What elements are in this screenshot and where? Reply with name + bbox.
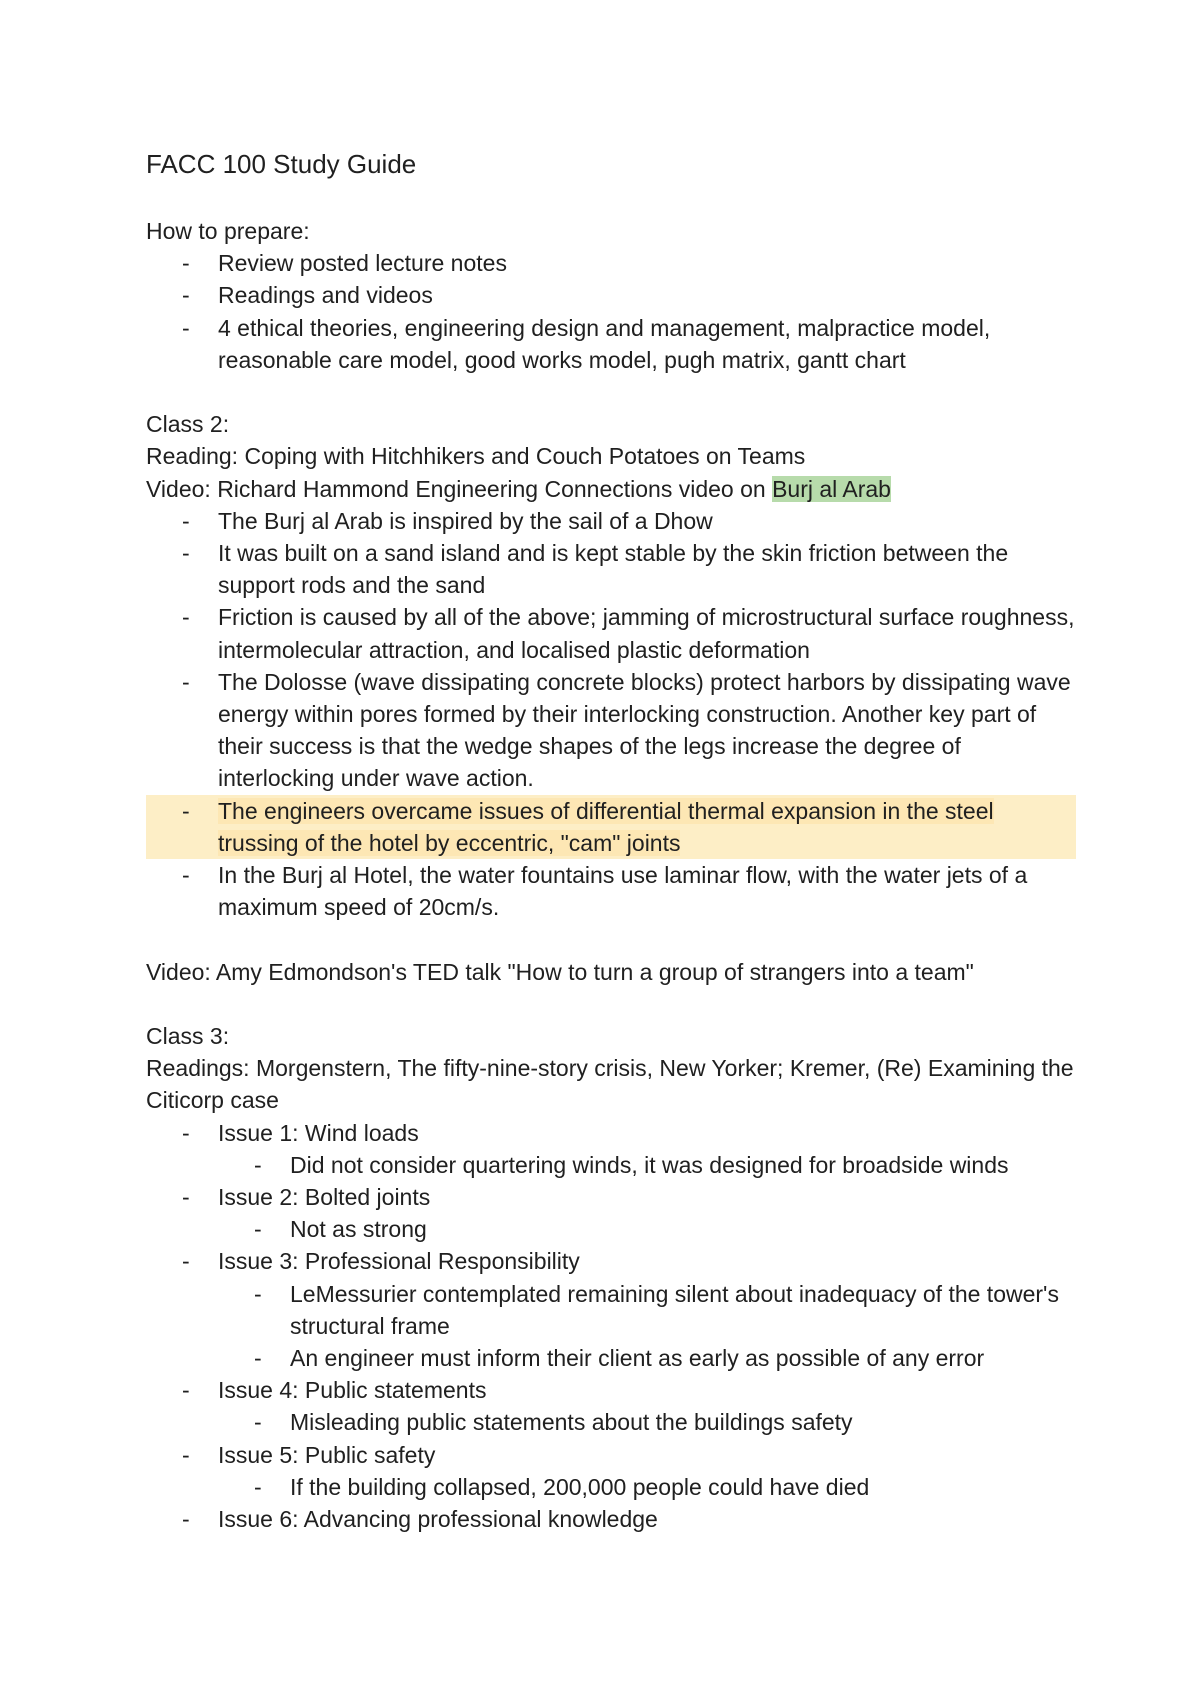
list-item-text: The engineers overcame issues of differential thermal expansion in the steel trussing of the hotel by eccentric, "cam" joints [218, 797, 994, 856]
issue-item [146, 1374, 1076, 1438]
dash-bullet: - [182, 1119, 190, 1146]
issue-item [146, 1181, 1076, 1245]
class2-video2: Video: Amy Edmondson's TED talk "How to turn a group of strangers into a team" [146, 958, 974, 985]
sub-item-text: If the building collapsed, 200,000 people could have died [290, 1473, 870, 1500]
issue-label: Issue 4: Public statements [218, 1377, 487, 1404]
class2-video-prefix: Video: Richard Hammond Engineering Connections video on [146, 475, 773, 502]
dash-bullet: - [182, 1184, 190, 1211]
dash-bullet: - [182, 1377, 190, 1404]
list-item [146, 859, 1076, 923]
sub-item [218, 1213, 1076, 1245]
issue-item [146, 1439, 1076, 1503]
issue-sublist [218, 1149, 1076, 1181]
spacer [146, 988, 1076, 1020]
dash-bullet: - [254, 1473, 262, 1500]
dash-bullet: - [182, 1248, 190, 1275]
list-item-text: 4 ethical theories, engineering design and management, malpractice model, reasonable care model, good works model, pugh matrix, gantt chart [218, 314, 991, 373]
issue-label: Issue 1: Wind loads [218, 1119, 419, 1146]
page-title: FACC 100 Study Guide [146, 149, 417, 179]
list-item [146, 666, 1076, 795]
sub-item-text: Did not consider quartering winds, it was designed for broadside winds [290, 1151, 1009, 1178]
list-item-text: The Dolosse (wave dissipating concrete blocks) protect harbors by dissipating wave energy within pores formed by their interlocking construction. Another key part of their success is that the wedge shapes of the legs increase the degree of interlocking under wave action. [218, 668, 1071, 792]
sub-item [218, 1406, 1076, 1438]
class2-reading: Reading: Coping with Hitchhikers and Couch Potatoes on Teams [146, 443, 806, 470]
issue-sublist [218, 1278, 1076, 1375]
list-item-text: Readings and videos [218, 282, 433, 309]
dash-bullet: - [182, 668, 190, 695]
dash-bullet: - [254, 1409, 262, 1436]
list-item-text: In the Burj al Hotel, the water fountains use laminar flow, with the water jets of a maximum speed of 20cm/s. [218, 862, 1028, 921]
class3-heading: Class 3: [146, 1023, 230, 1050]
sub-item [218, 1149, 1076, 1181]
list-item [146, 279, 1076, 311]
list-item [146, 537, 1076, 601]
issue-sublist [218, 1213, 1076, 1245]
class3-readings: Readings: Morgenstern, The fifty-nine-story crisis, New Yorker; Kremer, (Re) Examining the Citicorp case [146, 1055, 1074, 1114]
dash-bullet: - [254, 1280, 262, 1307]
dash-bullet: - [182, 862, 190, 889]
issue-item [146, 1117, 1076, 1181]
issue-sublist [218, 1406, 1076, 1438]
dash-bullet: - [182, 282, 190, 309]
list-item-highlighted [146, 795, 1076, 859]
list-item [146, 601, 1076, 665]
list-item-text: It was built on a sand island and is kept stable by the skin friction between the support rods and the sand [218, 540, 1009, 599]
issue-item [146, 1503, 1076, 1535]
sub-item-text: Not as strong [290, 1216, 427, 1243]
sub-item [218, 1278, 1076, 1342]
dash-bullet: - [182, 1441, 190, 1468]
issue-label: Issue 6: Advancing professional knowledge [218, 1506, 658, 1533]
list-item [146, 312, 1076, 376]
dash-bullet: - [182, 604, 190, 631]
dash-bullet: - [182, 797, 190, 824]
list-item-text: Review posted lecture notes [218, 250, 507, 277]
prepare-heading: How to prepare: [146, 218, 310, 244]
dash-bullet: - [182, 540, 190, 567]
sub-item-text: Misleading public statements about the buildings safety [290, 1409, 853, 1436]
issue-sublist [218, 1471, 1076, 1503]
class3-issue-list [146, 1117, 1076, 1536]
class2-list [146, 505, 1076, 924]
spacer [146, 923, 1076, 955]
issue-item [146, 1245, 1076, 1374]
list-item-text: Friction is caused by all of the above; jamming of microstructural surface roughness, intermolecular attraction, and localised plastic deformation [218, 604, 1075, 663]
highlighted-text: Burj al Arab [772, 475, 891, 502]
spacer [146, 376, 1076, 408]
dash-bullet: - [254, 1216, 262, 1243]
document-body [146, 145, 1076, 1535]
issue-label: Issue 5: Public safety [218, 1441, 436, 1468]
dash-bullet: - [254, 1151, 262, 1178]
issue-label: Issue 2: Bolted joints [218, 1184, 431, 1211]
sub-item [218, 1342, 1076, 1374]
issue-label: Issue 3: Professional Responsibility [218, 1248, 580, 1275]
list-item-text: The Burj al Arab is inspired by the sail of a Dhow [218, 507, 713, 534]
dash-bullet: - [182, 314, 190, 341]
dash-bullet: - [254, 1345, 262, 1372]
sub-item-text: LeMessurier contemplated remaining silent about inadequacy of the tower's structural frame [290, 1280, 1059, 1339]
dash-bullet: - [182, 1506, 190, 1533]
sub-item [218, 1471, 1076, 1503]
prepare-list [146, 247, 1076, 376]
dash-bullet: - [182, 507, 190, 534]
dash-bullet: - [182, 250, 190, 277]
class2-heading: Class 2: [146, 411, 230, 438]
sub-item-text: An engineer must inform their client as early as possible of any error [290, 1345, 985, 1372]
class2-video [146, 473, 1076, 505]
list-item [146, 505, 1076, 537]
list-item [146, 247, 1076, 279]
